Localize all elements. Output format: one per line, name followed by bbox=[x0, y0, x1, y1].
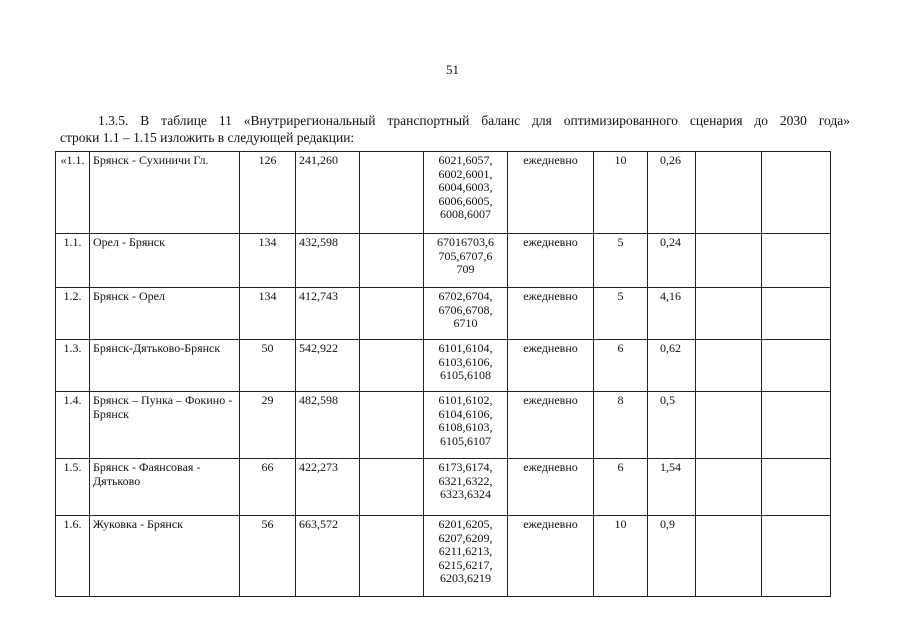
train-numbers-line: 6008,6007 bbox=[440, 207, 491, 221]
train-numbers-line: 6104,6106, bbox=[438, 406, 493, 421]
route-value-cell: 241,260 bbox=[296, 152, 360, 234]
route-value-cell: 422,273 bbox=[296, 459, 360, 516]
intro-paragraph bbox=[60, 112, 850, 146]
route-length-cell: 50 bbox=[240, 340, 296, 392]
route-length-cell: 56 bbox=[240, 516, 296, 597]
row-number-cell: 1.3. bbox=[56, 340, 90, 392]
table-row bbox=[56, 234, 831, 288]
page-number: 51 bbox=[446, 62, 459, 77]
row-number-cell: 1.2. bbox=[56, 288, 90, 340]
empty-cell bbox=[762, 459, 831, 516]
row-number-cell: 1.4. bbox=[56, 392, 90, 459]
empty-cell bbox=[696, 234, 762, 288]
route-length-cell: 134 bbox=[240, 234, 296, 288]
intro-line-2: строки 1.1 – 1.15 изложить в следующей редакции: bbox=[60, 130, 355, 145]
route-value-cell: 663,572 bbox=[296, 516, 360, 597]
frequency-cell: ежедневно bbox=[508, 516, 594, 597]
coefficient-cell: 0,24 bbox=[648, 234, 696, 288]
empty-cell bbox=[360, 459, 424, 516]
train-numbers-line: 6105,6107 bbox=[440, 433, 491, 448]
coefficient-cell: 0,9 bbox=[648, 516, 696, 597]
train-numbers-line: 6173,6174, bbox=[438, 460, 493, 474]
empty-cell bbox=[360, 516, 424, 597]
train-count-cell: 10 bbox=[594, 152, 648, 234]
empty-cell bbox=[360, 340, 424, 392]
train-count-cell: 5 bbox=[594, 234, 648, 288]
train-numbers-cell bbox=[424, 152, 508, 234]
empty-cell bbox=[762, 392, 831, 459]
train-numbers-line: 6108,6103, bbox=[438, 420, 493, 434]
coefficient-cell: 0,26 bbox=[648, 152, 696, 234]
routes-table-body bbox=[56, 152, 831, 597]
route-name-cell: Брянск - Сухиничи Гл. bbox=[90, 152, 240, 234]
empty-cell bbox=[762, 288, 831, 340]
coefficient-cell: 0,5 bbox=[648, 392, 696, 459]
train-numbers-cell bbox=[424, 340, 508, 392]
route-length-cell: 134 bbox=[240, 288, 296, 340]
route-value-cell: 542,922 bbox=[296, 340, 360, 392]
row-number-cell: 1.1. bbox=[56, 234, 90, 288]
empty-cell bbox=[762, 516, 831, 597]
table-row bbox=[56, 516, 831, 597]
coefficient-cell: 1,54 bbox=[648, 459, 696, 516]
empty-cell bbox=[360, 152, 424, 234]
intro-line-1: 1.3.5. В таблице 11 «Внутрирегиональный транспортный баланс для оптимизированного сценария до 2030 года» bbox=[98, 113, 850, 128]
empty-cell bbox=[696, 288, 762, 340]
train-numbers-line: 6101,6102, bbox=[438, 393, 493, 407]
train-count-cell: 6 bbox=[594, 459, 648, 516]
route-length-cell: 66 bbox=[240, 459, 296, 516]
route-name-cell: Орел - Брянск bbox=[90, 234, 240, 288]
train-numbers-line: 6103,6106, bbox=[438, 354, 493, 369]
empty-cell bbox=[762, 152, 831, 234]
route-length-cell: 29 bbox=[240, 392, 296, 459]
train-numbers-line: 6203,6219 bbox=[440, 571, 491, 585]
empty-cell bbox=[762, 234, 831, 288]
train-numbers-line: 6006,6005, bbox=[438, 193, 493, 208]
empty-cell bbox=[360, 288, 424, 340]
train-numbers-line: 6207,6209, bbox=[438, 530, 493, 545]
train-numbers-line: 6211,6213, bbox=[438, 544, 493, 558]
train-numbers-line: 705,6707,6 bbox=[438, 248, 493, 263]
frequency-cell: ежедневно bbox=[508, 234, 594, 288]
train-numbers-line: 6101,6104, bbox=[438, 341, 493, 355]
empty-cell bbox=[360, 234, 424, 288]
train-numbers-cell bbox=[424, 288, 508, 340]
route-length-cell: 126 bbox=[240, 152, 296, 234]
table-row bbox=[56, 340, 831, 392]
route-value-cell: 432,598 bbox=[296, 234, 360, 288]
row-number-cell: 1.5. bbox=[56, 459, 90, 516]
train-numbers-line: 6702,6704, bbox=[438, 289, 493, 303]
train-numbers-line: 6321,6322, bbox=[438, 473, 493, 488]
frequency-cell: ежедневно bbox=[508, 152, 594, 234]
frequency-cell: ежедневно bbox=[508, 392, 594, 459]
route-name-cell: Брянск – Пунка – Фокино - Брянск bbox=[90, 392, 240, 459]
train-numbers-line: 709 bbox=[456, 262, 475, 276]
train-count-cell: 8 bbox=[594, 392, 648, 459]
row-number-cell: «1.1. bbox=[56, 152, 90, 234]
route-value-cell: 412,743 bbox=[296, 288, 360, 340]
row-number-cell: 1.6. bbox=[56, 516, 90, 597]
coefficient-cell: 0,62 bbox=[648, 340, 696, 392]
train-numbers-line: 6201,6205, bbox=[438, 517, 493, 531]
table-row bbox=[56, 459, 831, 516]
train-numbers-cell bbox=[424, 234, 508, 288]
train-count-cell: 5 bbox=[594, 288, 648, 340]
train-numbers-line: 6002,6001, bbox=[438, 166, 493, 181]
train-numbers-cell bbox=[424, 392, 508, 459]
train-numbers-line: 67016703,6 bbox=[437, 235, 494, 249]
train-count-cell: 10 bbox=[594, 516, 648, 597]
coefficient-cell: 4,16 bbox=[648, 288, 696, 340]
empty-cell bbox=[696, 392, 762, 459]
empty-cell bbox=[762, 340, 831, 392]
frequency-cell: ежедневно bbox=[508, 288, 594, 340]
route-name-cell: Брянск - Фаянсовая - Дятьково bbox=[90, 459, 240, 516]
train-numbers-cell bbox=[424, 516, 508, 597]
train-numbers-line: 6004,6003, bbox=[438, 180, 493, 194]
empty-cell bbox=[360, 392, 424, 459]
train-count-cell: 6 bbox=[594, 340, 648, 392]
routes-table bbox=[55, 151, 831, 597]
train-numbers-cell bbox=[424, 459, 508, 516]
table-row bbox=[56, 392, 831, 459]
empty-cell bbox=[696, 516, 762, 597]
train-numbers-line: 6323,6324 bbox=[440, 487, 491, 501]
frequency-cell: ежедневно bbox=[508, 459, 594, 516]
table-row bbox=[56, 152, 831, 234]
train-numbers-line: 6021,6057, bbox=[438, 153, 493, 167]
empty-cell bbox=[696, 340, 762, 392]
route-name-cell: Жуковка - Брянск bbox=[90, 516, 240, 597]
train-numbers-line: 6215,6217, bbox=[438, 557, 493, 572]
table-row bbox=[56, 288, 831, 340]
route-name-cell: Брянск - Орел bbox=[90, 288, 240, 340]
route-value-cell: 482,598 bbox=[296, 392, 360, 459]
train-numbers-line: 6706,6708, bbox=[438, 302, 493, 317]
empty-cell bbox=[696, 152, 762, 234]
train-numbers-line: 6105,6108 bbox=[440, 368, 491, 382]
empty-cell bbox=[696, 459, 762, 516]
route-name-cell: Брянск-Дятьково-Брянск bbox=[90, 340, 240, 392]
frequency-cell: ежедневно bbox=[508, 340, 594, 392]
train-numbers-line: 6710 bbox=[453, 316, 478, 330]
